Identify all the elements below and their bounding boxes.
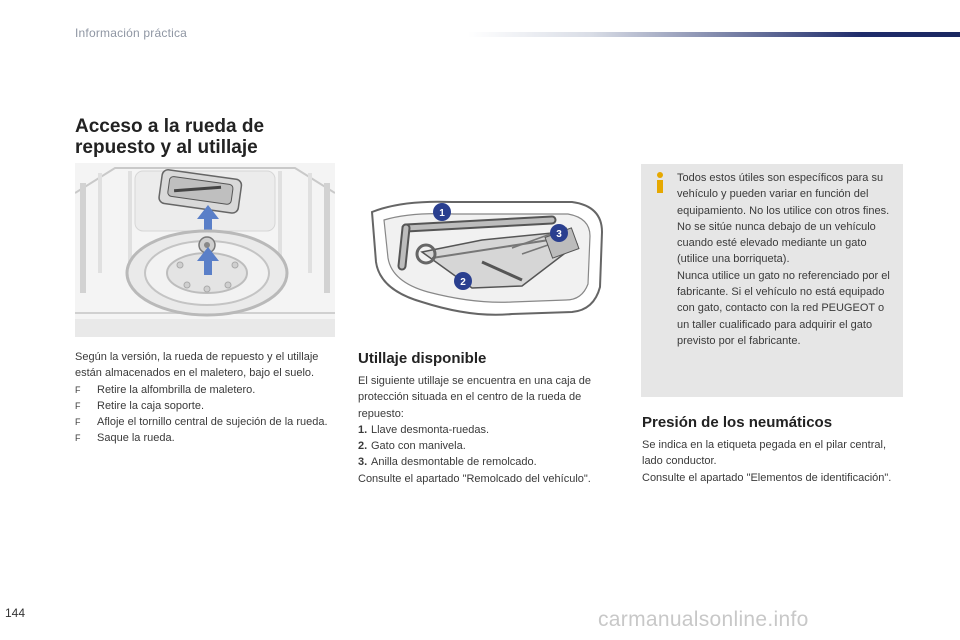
list-item xyxy=(75,398,337,414)
page-title xyxy=(75,116,335,158)
watermark: carmanualsonline.info xyxy=(598,608,809,631)
step-text: Afloje el tornillo central de sujeción de la rueda. xyxy=(97,416,328,429)
info-text xyxy=(677,170,899,349)
info-paragraph-3: Nunca utilice un gato no referenciado por el fabricante. Si el vehículo no está equipado con gato, contacto con la red PEUGEOT o un taller cualificado para adquirir el gato previsto por el fabricante. xyxy=(677,269,890,347)
spare-wheel-instructions xyxy=(75,349,337,447)
list-item xyxy=(358,438,610,454)
callout-2: 2 xyxy=(460,277,466,288)
presion-line-2: Consulte el apartado "Elementos de identificación". xyxy=(642,471,892,484)
page-title-line-2: repuesto y al utillaje xyxy=(75,137,258,158)
intro-paragraph: Según la versión, la rueda de repuesto y el utillaje están almacenados en el maletero, bajo el suelo. xyxy=(75,351,319,380)
header-accent-bar xyxy=(468,32,960,37)
list-item xyxy=(358,454,610,470)
utillaje-footer: Consulte el apartado "Remolcado del vehículo". xyxy=(358,472,591,485)
page-number: 144 xyxy=(5,606,26,620)
list-item xyxy=(75,414,337,430)
item-number: 3. xyxy=(358,456,368,469)
utillaje-section xyxy=(358,373,610,487)
bullet-glyph: F xyxy=(75,400,81,411)
item-text: Gato con manivela. xyxy=(371,440,466,453)
item-text: Anilla desmontable de remolcado. xyxy=(371,456,537,469)
presion-section xyxy=(642,437,904,486)
step-text: Retire la alfombrilla de maletero. xyxy=(97,383,256,396)
section-label: Información práctica xyxy=(75,26,188,40)
info-paragraph-1: Todos estos útiles son específicos para su vehículo y pueden variar en función del equipamiento. No los utilice con otros fines. xyxy=(677,172,890,217)
item-text: Llave desmonta-ruedas. xyxy=(371,423,490,436)
callout-1: 1 xyxy=(439,208,445,219)
tool-kit-illustration xyxy=(362,192,612,322)
list-item xyxy=(75,382,337,398)
bullet-glyph: F xyxy=(75,417,81,428)
item-number: 1. xyxy=(358,423,368,436)
presion-line-1: Se indica en la etiqueta pegada en el pilar central, lado conductor. xyxy=(642,439,887,468)
bullet-glyph: F xyxy=(75,433,81,444)
presion-heading: Presión de los neumáticos xyxy=(642,414,833,431)
list-item xyxy=(358,422,610,438)
info-icon xyxy=(653,171,667,193)
list-item xyxy=(75,430,337,446)
utillaje-intro: El siguiente utillaje se encuentra en una caja de protección situada en el centro de la rueda de repuesto: xyxy=(358,375,591,420)
item-number: 2. xyxy=(358,440,368,453)
callout-3: 3 xyxy=(556,229,562,240)
utillaje-heading: Utillaje disponible xyxy=(358,350,487,367)
page-title-line-1: Acceso a la rueda de xyxy=(75,116,265,137)
bullet-glyph: F xyxy=(75,384,81,395)
step-text: Retire la caja soporte. xyxy=(97,399,204,412)
step-text: Saque la rueda. xyxy=(97,432,175,445)
info-paragraph-2: No se sitúe nunca debajo de un vehículo cuando esté elevado mediante un gato (utilice una borriqueta). xyxy=(677,220,876,266)
info-box xyxy=(641,164,903,397)
spare-wheel-illustration xyxy=(75,163,335,337)
